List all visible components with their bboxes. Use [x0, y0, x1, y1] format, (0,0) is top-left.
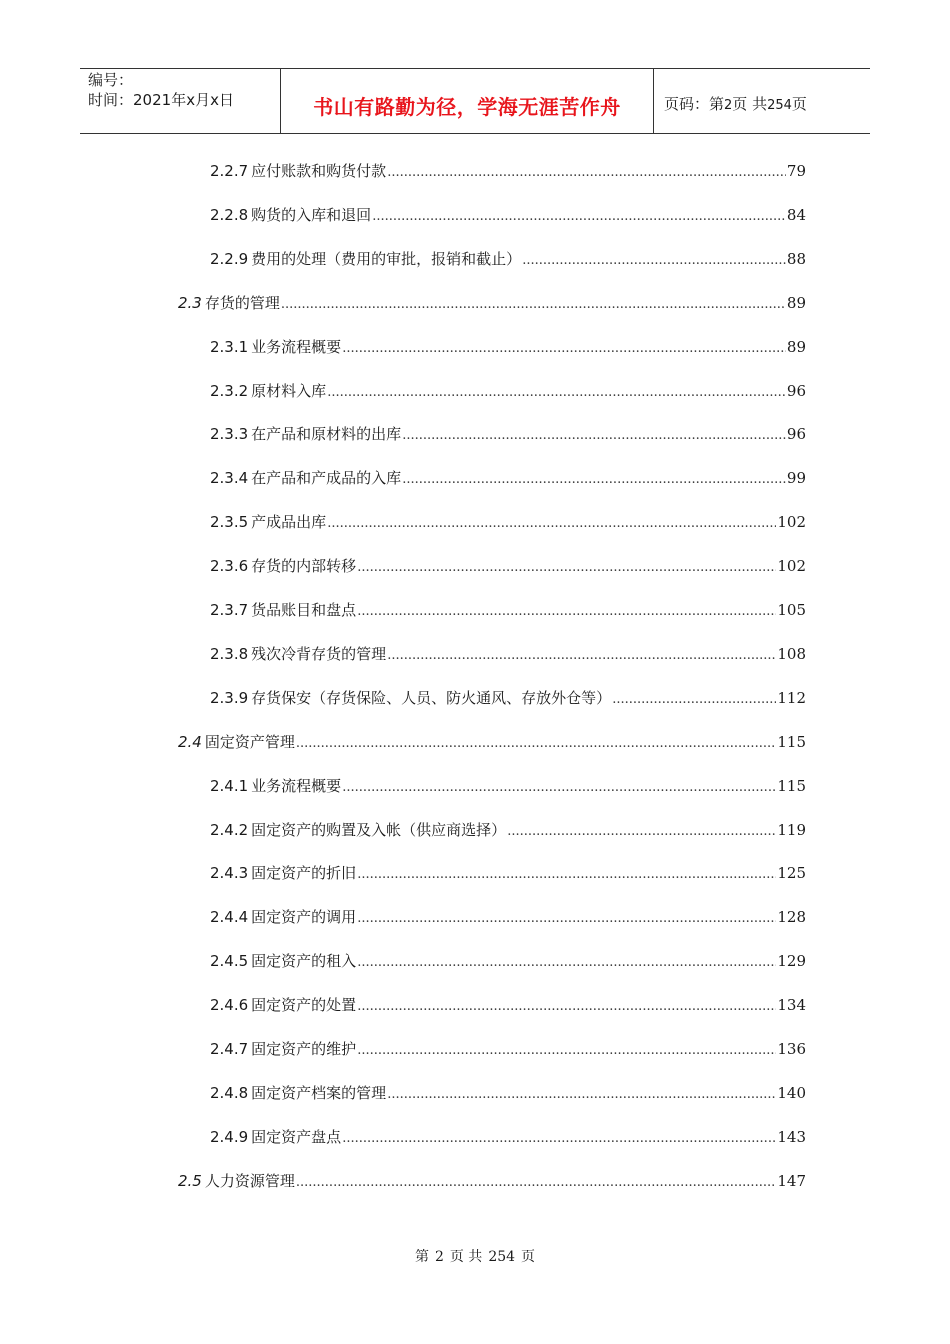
toc-entry-number: 2.4.1 [210, 776, 249, 795]
toc-entry-title: 产成品出库 [251, 513, 327, 532]
toc-entry-number: 2.4.4 [210, 908, 249, 927]
toc-entry-title: 原材料入库 [251, 381, 327, 400]
toc-leader-dots [402, 424, 786, 448]
toc-entry-page: 102 [777, 513, 806, 532]
toc-entry[interactable] [210, 1037, 806, 1061]
toc-entry-number: 2.3.5 [210, 513, 249, 532]
toc-leader-dots [357, 907, 776, 931]
toc-entry[interactable] [210, 510, 806, 534]
toc-entry-number: 2.3.8 [210, 644, 249, 663]
toc-entry-title: 固定资产的折旧 [251, 864, 357, 883]
time-value: 2021年x月x日 [133, 91, 234, 109]
toc-entry[interactable] [210, 686, 806, 710]
toc-entry-number: 2.3 [178, 293, 202, 312]
toc-entry-title: 应付账款和购货付款 [251, 162, 387, 180]
footer-total: 254 [488, 1249, 516, 1265]
footer-current: 2 [434, 1249, 444, 1265]
toc-entry-number: 2.4.6 [210, 996, 249, 1015]
toc-entry-number: 2.3.1 [210, 337, 249, 356]
toc-entry-page: 119 [777, 820, 806, 839]
toc-entry-page: 102 [777, 557, 806, 576]
toc-entry-number: 2.3.6 [210, 557, 249, 576]
toc-entry[interactable] [210, 1081, 806, 1105]
toc-entry-title: 固定资产的购置及入帐（供应商选择） [251, 820, 507, 839]
toc-entry-page: 128 [777, 908, 806, 927]
toc-leader-dots [327, 381, 786, 405]
toc-entry-title: 固定资产管理 [204, 732, 295, 751]
toc-entry-page: 99 [786, 469, 806, 488]
toc-leader-dots [342, 1127, 776, 1151]
toc-entry[interactable] [210, 905, 806, 929]
toc-leader-dots [296, 732, 776, 756]
toc-leader-dots [357, 600, 776, 624]
toc-entry-page: 136 [777, 1040, 806, 1058]
page-current: 2 [724, 98, 733, 113]
toc-leader-dots [357, 556, 776, 580]
toc-entry-title: 固定资产的维护 [251, 1040, 357, 1058]
toc-entry-title: 在产品和产成品的入库 [251, 469, 402, 488]
toc-entry[interactable] [210, 774, 806, 798]
toc-entry-number: 2.3.9 [210, 688, 249, 707]
toc-leader-dots [281, 293, 786, 317]
toc-entry[interactable] [210, 598, 806, 622]
toc-leader-dots [387, 644, 776, 668]
toc-entry-title: 业务流程概要 [251, 776, 342, 795]
toc-leader-dots [402, 468, 786, 492]
toc-leader-dots [387, 161, 786, 185]
footer-suffix: 页 [521, 1249, 536, 1265]
toc-leader-dots [522, 249, 786, 273]
toc-entry[interactable] [210, 335, 806, 359]
toc-entry-page: 143 [777, 1127, 806, 1146]
toc-leader-dots [296, 1171, 776, 1195]
footer-prefix: 第 [414, 1249, 429, 1265]
toc-entry-title: 固定资产的调用 [251, 908, 357, 927]
toc-entry[interactable] [210, 1125, 806, 1149]
toc-entry-number: 2.3.2 [210, 381, 249, 400]
toc-entry[interactable] [210, 159, 806, 183]
toc-entry-page: 89 [786, 337, 806, 356]
page-suffix: 页 [791, 95, 807, 113]
toc-entry[interactable] [210, 247, 806, 271]
toc-entry[interactable] [210, 466, 806, 490]
header-motto: 书山有路勤为径，学海无涯苦作舟 [313, 95, 621, 119]
toc-entry-title: 人力资源管理 [204, 1171, 295, 1190]
toc-entry-number: 2.2.7 [210, 162, 249, 180]
toc-entry-page: 84 [786, 205, 806, 224]
toc-leader-dots [372, 205, 786, 229]
toc-leader-dots [507, 820, 776, 844]
toc-entry[interactable] [210, 861, 806, 885]
toc-entry-title: 固定资产盘点 [251, 1127, 342, 1146]
toc-leader-dots [357, 1039, 776, 1063]
toc-entry[interactable] [210, 554, 806, 578]
toc-entry-page: 134 [777, 996, 806, 1015]
toc-leader-dots [612, 688, 776, 712]
toc-entry-title: 费用的处理（费用的审批，报销和截止） [251, 249, 522, 268]
toc-entry-title: 业务流程概要 [251, 337, 342, 356]
toc-entry-title: 残次冷背存货的管理 [251, 644, 387, 663]
toc-leader-dots [327, 512, 776, 536]
toc-leader-dots [342, 337, 786, 361]
toc-entry-number: 2.4.7 [210, 1040, 249, 1058]
toc-entry[interactable] [210, 379, 806, 403]
toc-entry-page: 147 [777, 1171, 806, 1190]
toc-entry[interactable] [210, 203, 806, 227]
toc-entry-number: 2.4.5 [210, 952, 249, 971]
page-total: 254 [767, 98, 792, 113]
page-mid: 页 共 [732, 95, 768, 113]
toc-entry-page: 125 [777, 864, 806, 883]
toc-entry-page: 105 [777, 601, 806, 619]
toc-entry[interactable] [178, 1169, 806, 1193]
toc-entry-page: 140 [777, 1083, 806, 1102]
toc-entry-number: 2.3.3 [210, 425, 249, 444]
toc-entry[interactable] [210, 818, 806, 842]
toc-entry-number: 2.3.4 [210, 469, 249, 488]
toc-entry[interactable] [178, 291, 806, 315]
toc-entry-title: 购货的入库和退回 [251, 205, 372, 224]
toc-entry[interactable] [210, 642, 806, 666]
toc-leader-dots [387, 1083, 776, 1107]
toc-entry-page: 115 [777, 776, 806, 795]
toc-entry-number: 2.4.3 [210, 864, 249, 883]
toc-entry-title: 固定资产的处置 [251, 996, 357, 1015]
serial-label: 编号： [88, 71, 134, 89]
toc-entry-number: 2.4.2 [210, 820, 249, 839]
toc-entry[interactable] [210, 993, 806, 1017]
toc-entry-page: 115 [777, 732, 806, 751]
toc-entry[interactable] [210, 949, 806, 973]
toc-entry[interactable] [210, 422, 806, 446]
toc-entry[interactable] [178, 730, 806, 754]
toc-entry-title: 存货的内部转移 [251, 557, 357, 576]
footer-mid: 页 共 [449, 1249, 483, 1265]
time-label: 时间： [88, 91, 134, 109]
toc-entry-number: 2.4 [178, 732, 202, 751]
toc-leader-dots [342, 776, 776, 800]
toc-entry-page: 108 [777, 644, 806, 663]
toc-entry-page: 79 [786, 162, 806, 180]
toc-entry-number: 2.4.8 [210, 1083, 249, 1102]
toc-entry-number: 2.4.9 [210, 1127, 249, 1146]
page-label: 页码：第 [664, 95, 725, 113]
toc-entry-title: 货品账目和盘点 [251, 601, 357, 619]
toc-entry-page: 88 [786, 249, 806, 268]
toc-entry-title: 固定资产档案的管理 [251, 1083, 387, 1102]
page-footer [0, 1246, 950, 1266]
toc-entry-page: 96 [786, 381, 806, 400]
toc-entry-number: 2.3.7 [210, 601, 249, 619]
toc-leader-dots [357, 951, 776, 975]
toc-entry-title: 在产品和原材料的出库 [251, 425, 402, 444]
toc-entry-title: 存货的管理 [204, 293, 280, 312]
toc-leader-dots [357, 995, 776, 1019]
toc-entry-page: 96 [786, 425, 806, 444]
toc-leader-dots [357, 863, 776, 887]
toc-entry-number: 2.2.9 [210, 249, 249, 268]
toc-entry-title: 固定资产的租入 [251, 952, 357, 971]
toc-entry-number: 2.2.8 [210, 205, 249, 224]
toc-entry-page: 112 [777, 688, 806, 707]
toc-entry-page: 89 [786, 293, 806, 312]
toc-entry-title: 存货保安（存货保险、人员、防火通风、存放外仓等） [251, 688, 612, 707]
toc-entry-number: 2.5 [178, 1171, 202, 1190]
toc-entry-page: 129 [777, 952, 806, 971]
